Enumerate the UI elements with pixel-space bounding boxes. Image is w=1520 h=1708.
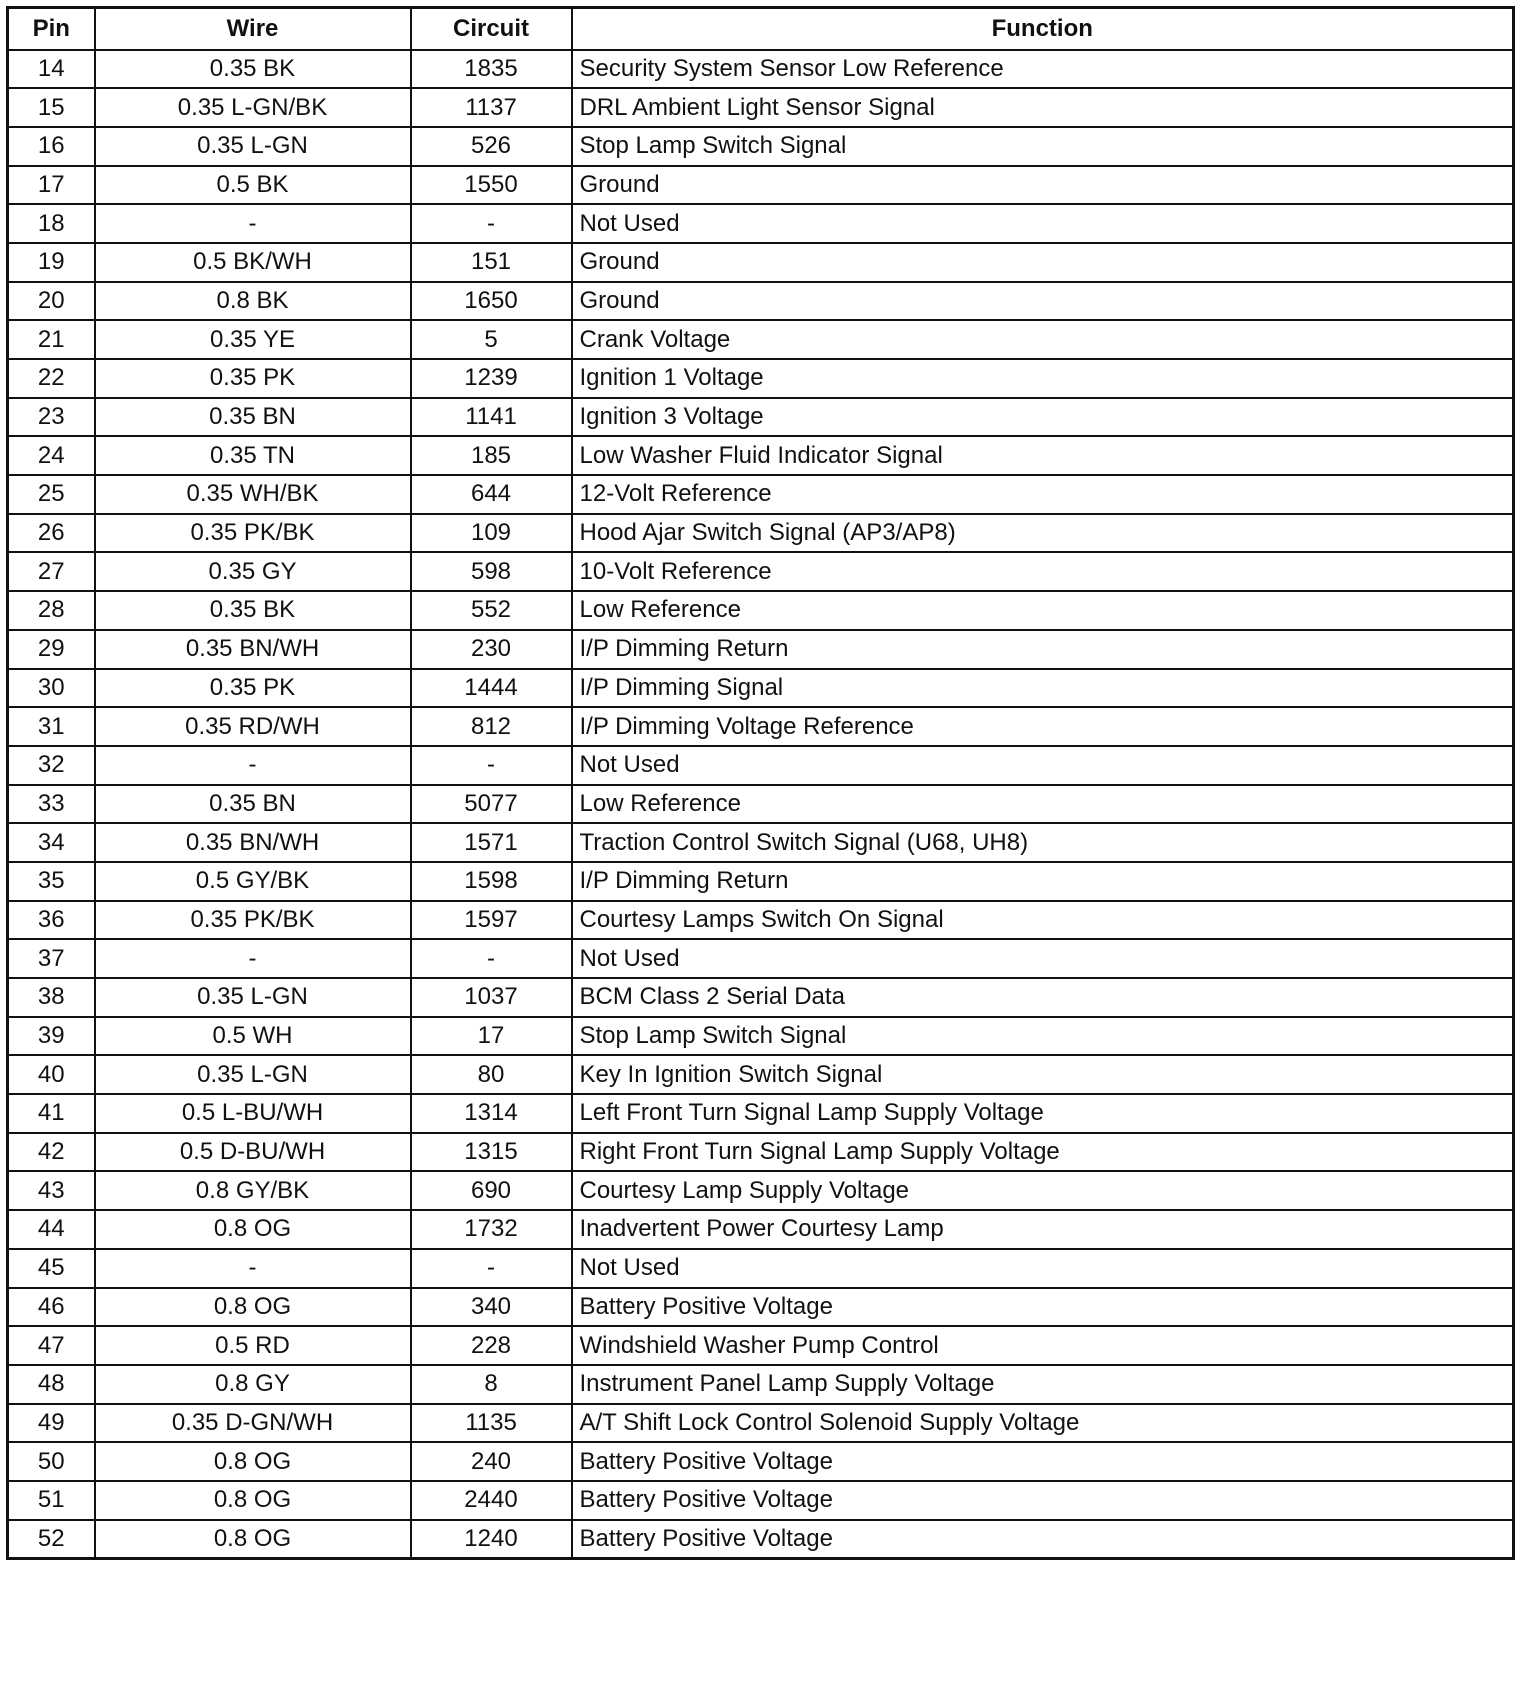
table-row <box>8 1404 1514 1443</box>
wire-cell: 0.8 GY <box>95 1365 411 1404</box>
wire-cell: 0.35 TN <box>95 436 411 475</box>
pin-cell: 20 <box>8 282 95 321</box>
circuit-cell: 1315 <box>411 1133 572 1172</box>
function-cell: BCM Class 2 Serial Data <box>572 978 1514 1017</box>
table-row <box>8 1094 1514 1133</box>
circuit-cell: 340 <box>411 1288 572 1327</box>
wire-cell: 0.35 PK/BK <box>95 514 411 553</box>
function-cell: Right Front Turn Signal Lamp Supply Voltage <box>572 1133 1514 1172</box>
wire-cell: 0.35 BK <box>95 591 411 630</box>
wire-cell: 0.8 GY/BK <box>95 1171 411 1210</box>
function-cell: Key In Ignition Switch Signal <box>572 1055 1514 1094</box>
function-cell: Ignition 1 Voltage <box>572 359 1514 398</box>
pin-cell: 36 <box>8 901 95 940</box>
wire-cell: 0.5 L-BU/WH <box>95 1094 411 1133</box>
circuit-cell: 1550 <box>411 166 572 205</box>
wire-cell: 0.35 L-GN <box>95 127 411 166</box>
circuit-cell: 80 <box>411 1055 572 1094</box>
wire-cell: 0.8 OG <box>95 1210 411 1249</box>
table-row <box>8 475 1514 514</box>
table-row <box>8 1171 1514 1210</box>
circuit-cell: - <box>411 746 572 785</box>
wire-cell: 0.5 WH <box>95 1017 411 1056</box>
wire-cell: 0.35 YE <box>95 320 411 359</box>
pin-cell: 48 <box>8 1365 95 1404</box>
function-cell: Windshield Washer Pump Control <box>572 1326 1514 1365</box>
wire-cell: 0.35 BN/WH <box>95 630 411 669</box>
circuit-cell: - <box>411 939 572 978</box>
function-cell: I/P Dimming Return <box>572 630 1514 669</box>
function-cell: Not Used <box>572 1249 1514 1288</box>
pin-cell: 46 <box>8 1288 95 1327</box>
function-cell: Low Reference <box>572 785 1514 824</box>
table-row <box>8 630 1514 669</box>
table-row <box>8 359 1514 398</box>
function-cell: I/P Dimming Return <box>572 862 1514 901</box>
wire-cell: 0.8 OG <box>95 1442 411 1481</box>
pin-cell: 30 <box>8 669 95 708</box>
circuit-cell: 552 <box>411 591 572 630</box>
header-row <box>8 8 1514 50</box>
circuit-cell: 526 <box>411 127 572 166</box>
connector-pinout-sheet <box>6 6 1512 1560</box>
circuit-cell: 1240 <box>411 1520 572 1559</box>
wire-cell: - <box>95 1249 411 1288</box>
circuit-cell: 2440 <box>411 1481 572 1520</box>
table-row <box>8 398 1514 437</box>
pin-cell: 44 <box>8 1210 95 1249</box>
circuit-cell: 5 <box>411 320 572 359</box>
pin-cell: 17 <box>8 166 95 205</box>
pin-cell: 45 <box>8 1249 95 1288</box>
table-row <box>8 1017 1514 1056</box>
circuit-cell: 1444 <box>411 669 572 708</box>
table-header <box>8 8 1514 50</box>
wire-cell: 0.35 GY <box>95 552 411 591</box>
function-cell: Security System Sensor Low Reference <box>572 50 1514 89</box>
table-row <box>8 901 1514 940</box>
wire-cell: 0.35 PK <box>95 669 411 708</box>
function-cell: Not Used <box>572 204 1514 243</box>
table-row <box>8 1249 1514 1288</box>
table-row <box>8 823 1514 862</box>
table-row <box>8 669 1514 708</box>
wire-cell: 0.5 BK/WH <box>95 243 411 282</box>
table-row <box>8 552 1514 591</box>
wire-cell: 0.35 L-GN <box>95 978 411 1017</box>
function-cell: Low Washer Fluid Indicator Signal <box>572 436 1514 475</box>
wire-cell: 0.5 D-BU/WH <box>95 1133 411 1172</box>
circuit-cell: 151 <box>411 243 572 282</box>
table-row <box>8 1133 1514 1172</box>
function-cell: Battery Positive Voltage <box>572 1442 1514 1481</box>
circuit-cell: - <box>411 204 572 243</box>
pin-cell: 27 <box>8 552 95 591</box>
wire-cell: 0.35 PK/BK <box>95 901 411 940</box>
pin-cell: 16 <box>8 127 95 166</box>
function-cell: Ground <box>572 282 1514 321</box>
pin-cell: 14 <box>8 50 95 89</box>
circuit-cell: 1239 <box>411 359 572 398</box>
table-row <box>8 50 1514 89</box>
column-header-wire: Wire <box>95 8 411 50</box>
column-header-function: Function <box>572 8 1514 50</box>
wire-cell: 0.5 BK <box>95 166 411 205</box>
wire-cell: 0.35 BK <box>95 50 411 89</box>
circuit-cell: 1141 <box>411 398 572 437</box>
circuit-cell: 109 <box>411 514 572 553</box>
circuit-cell: 690 <box>411 1171 572 1210</box>
pin-cell: 28 <box>8 591 95 630</box>
pin-cell: 18 <box>8 204 95 243</box>
function-cell: Battery Positive Voltage <box>572 1288 1514 1327</box>
pin-cell: 19 <box>8 243 95 282</box>
pin-cell: 32 <box>8 746 95 785</box>
circuit-cell: 1597 <box>411 901 572 940</box>
pin-cell: 47 <box>8 1326 95 1365</box>
function-cell: Instrument Panel Lamp Supply Voltage <box>572 1365 1514 1404</box>
function-cell: Inadvertent Power Courtesy Lamp <box>572 1210 1514 1249</box>
circuit-cell: 1598 <box>411 862 572 901</box>
pin-cell: 23 <box>8 398 95 437</box>
pin-cell: 41 <box>8 1094 95 1133</box>
circuit-cell: 598 <box>411 552 572 591</box>
circuit-cell: 1571 <box>411 823 572 862</box>
circuit-cell: 230 <box>411 630 572 669</box>
pin-cell: 51 <box>8 1481 95 1520</box>
table-row <box>8 1520 1514 1559</box>
wire-cell: 0.35 D-GN/WH <box>95 1404 411 1443</box>
table-row <box>8 978 1514 1017</box>
pin-cell: 43 <box>8 1171 95 1210</box>
table-row <box>8 436 1514 475</box>
table-row <box>8 1442 1514 1481</box>
circuit-cell: 5077 <box>411 785 572 824</box>
circuit-cell: 1650 <box>411 282 572 321</box>
circuit-cell: 1314 <box>411 1094 572 1133</box>
table-row <box>8 1326 1514 1365</box>
function-cell: Ground <box>572 166 1514 205</box>
function-cell: Battery Positive Voltage <box>572 1520 1514 1559</box>
function-cell: Not Used <box>572 939 1514 978</box>
wire-cell: 0.35 RD/WH <box>95 707 411 746</box>
wire-cell: 0.35 L-GN <box>95 1055 411 1094</box>
circuit-cell: 17 <box>411 1017 572 1056</box>
pin-cell: 52 <box>8 1520 95 1559</box>
table-row <box>8 1210 1514 1249</box>
pin-cell: 40 <box>8 1055 95 1094</box>
table-row <box>8 514 1514 553</box>
wire-cell: 0.8 OG <box>95 1288 411 1327</box>
pin-cell: 22 <box>8 359 95 398</box>
wire-cell: 0.35 BN <box>95 785 411 824</box>
function-cell: Low Reference <box>572 591 1514 630</box>
wire-cell: 0.35 PK <box>95 359 411 398</box>
table-row <box>8 88 1514 127</box>
circuit-cell: 240 <box>411 1442 572 1481</box>
circuit-cell: 1137 <box>411 88 572 127</box>
wire-cell: 0.5 RD <box>95 1326 411 1365</box>
circuit-cell: 1037 <box>411 978 572 1017</box>
pin-cell: 21 <box>8 320 95 359</box>
circuit-cell: - <box>411 1249 572 1288</box>
table-row <box>8 1055 1514 1094</box>
pin-cell: 29 <box>8 630 95 669</box>
pin-cell: 24 <box>8 436 95 475</box>
function-cell: I/P Dimming Voltage Reference <box>572 707 1514 746</box>
table-row <box>8 282 1514 321</box>
pin-cell: 50 <box>8 1442 95 1481</box>
function-cell: Left Front Turn Signal Lamp Supply Voltage <box>572 1094 1514 1133</box>
pin-cell: 25 <box>8 475 95 514</box>
function-cell: Ignition 3 Voltage <box>572 398 1514 437</box>
wire-cell: 0.8 BK <box>95 282 411 321</box>
pin-cell: 31 <box>8 707 95 746</box>
pin-cell: 15 <box>8 88 95 127</box>
table-row <box>8 746 1514 785</box>
table-row <box>8 591 1514 630</box>
wire-cell: 0.8 OG <box>95 1520 411 1559</box>
pin-cell: 38 <box>8 978 95 1017</box>
circuit-cell: 185 <box>411 436 572 475</box>
function-cell: Ground <box>572 243 1514 282</box>
wire-cell: - <box>95 746 411 785</box>
function-cell: Crank Voltage <box>572 320 1514 359</box>
table-row <box>8 204 1514 243</box>
function-cell: Hood Ajar Switch Signal (AP3/AP8) <box>572 514 1514 553</box>
function-cell: Not Used <box>572 746 1514 785</box>
function-cell: A/T Shift Lock Control Solenoid Supply Voltage <box>572 1404 1514 1443</box>
function-cell: Battery Positive Voltage <box>572 1481 1514 1520</box>
circuit-cell: 1135 <box>411 1404 572 1443</box>
table-row <box>8 243 1514 282</box>
wire-cell: 0.35 BN/WH <box>95 823 411 862</box>
function-cell: Stop Lamp Switch Signal <box>572 1017 1514 1056</box>
pin-cell: 34 <box>8 823 95 862</box>
table-row <box>8 1365 1514 1404</box>
table-row <box>8 707 1514 746</box>
table-row <box>8 939 1514 978</box>
table-row <box>8 320 1514 359</box>
table-row <box>8 862 1514 901</box>
pin-cell: 39 <box>8 1017 95 1056</box>
wire-cell: 0.35 BN <box>95 398 411 437</box>
pin-cell: 26 <box>8 514 95 553</box>
table-row <box>8 127 1514 166</box>
table-row <box>8 166 1514 205</box>
wire-cell: 0.5 GY/BK <box>95 862 411 901</box>
pin-cell: 33 <box>8 785 95 824</box>
function-cell: I/P Dimming Signal <box>572 669 1514 708</box>
circuit-cell: 8 <box>411 1365 572 1404</box>
column-header-pin: Pin <box>8 8 95 50</box>
function-cell: Courtesy Lamp Supply Voltage <box>572 1171 1514 1210</box>
column-header-circuit: Circuit <box>411 8 572 50</box>
function-cell: 12-Volt Reference <box>572 475 1514 514</box>
function-cell: Stop Lamp Switch Signal <box>572 127 1514 166</box>
circuit-cell: 1732 <box>411 1210 572 1249</box>
circuit-cell: 644 <box>411 475 572 514</box>
function-cell: Courtesy Lamps Switch On Signal <box>572 901 1514 940</box>
pin-cell: 35 <box>8 862 95 901</box>
function-cell: DRL Ambient Light Sensor Signal <box>572 88 1514 127</box>
wire-cell: - <box>95 939 411 978</box>
table-body <box>8 50 1514 1559</box>
wire-cell: 0.8 OG <box>95 1481 411 1520</box>
table-row <box>8 1481 1514 1520</box>
pin-cell: 49 <box>8 1404 95 1443</box>
wire-cell: - <box>95 204 411 243</box>
circuit-cell: 1835 <box>411 50 572 89</box>
table-row <box>8 785 1514 824</box>
wire-cell: 0.35 L-GN/BK <box>95 88 411 127</box>
circuit-cell: 812 <box>411 707 572 746</box>
pin-cell: 42 <box>8 1133 95 1172</box>
function-cell: Traction Control Switch Signal (U68, UH8) <box>572 823 1514 862</box>
table-row <box>8 1288 1514 1327</box>
circuit-cell: 228 <box>411 1326 572 1365</box>
connector-pinout-table <box>6 6 1515 1560</box>
wire-cell: 0.35 WH/BK <box>95 475 411 514</box>
pin-cell: 37 <box>8 939 95 978</box>
function-cell: 10-Volt Reference <box>572 552 1514 591</box>
